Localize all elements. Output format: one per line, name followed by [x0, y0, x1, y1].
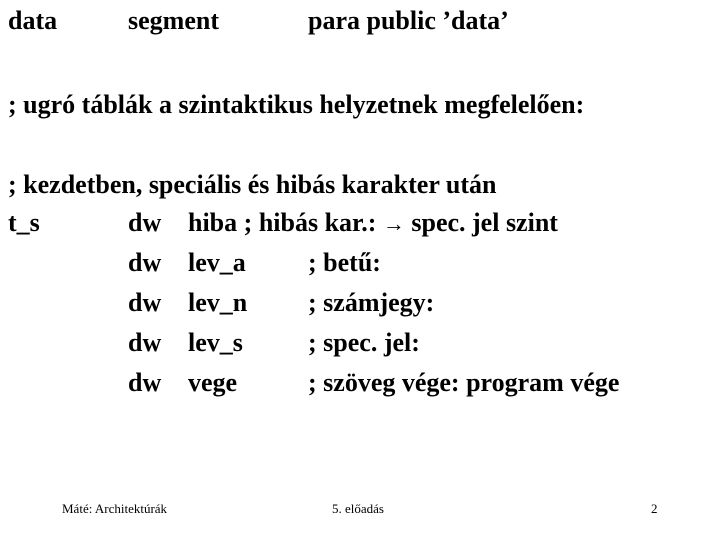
row-comment: ; betű:	[308, 248, 381, 277]
row-arg: hiba	[188, 208, 238, 237]
row-op: dw	[128, 288, 162, 317]
row-op: dw	[128, 208, 162, 237]
footer-lecture: 5. előadás	[332, 501, 384, 516]
row-comment-pre: ; hibás kar.:	[243, 208, 383, 237]
footer-page-number: 2	[651, 501, 658, 516]
row-arg: lev_a	[188, 248, 246, 277]
comment-kezdetben: ; kezdetben, speciális és hibás karakter után	[8, 170, 497, 199]
right-arrow-icon: →	[382, 211, 405, 236]
row-arg: lev_n	[188, 288, 248, 317]
header-segment: segment	[128, 6, 219, 35]
row-arg: lev_s	[188, 328, 243, 357]
row-comment: ; spec. jel:	[308, 328, 420, 357]
row-comment: ; számjegy:	[308, 288, 435, 317]
header-para-public: para public ’data’	[308, 6, 509, 35]
header-data: data	[8, 6, 58, 35]
table-label: t_s	[8, 208, 40, 237]
row-comment: ; szöveg vége: program vége	[308, 368, 620, 397]
comment-ugro-tablak: ; ugró táblák a szintaktikus helyzetnek megfelelően:	[8, 90, 585, 119]
footer-author: Máté: Architektúrák	[62, 501, 168, 516]
row-op: dw	[128, 248, 162, 277]
row-arg: vege	[188, 368, 238, 397]
row-comment-post: spec. jel szint	[404, 208, 558, 237]
row-comment-first	[188, 208, 558, 239]
row-op: dw	[128, 368, 162, 397]
row-op: dw	[128, 328, 162, 357]
